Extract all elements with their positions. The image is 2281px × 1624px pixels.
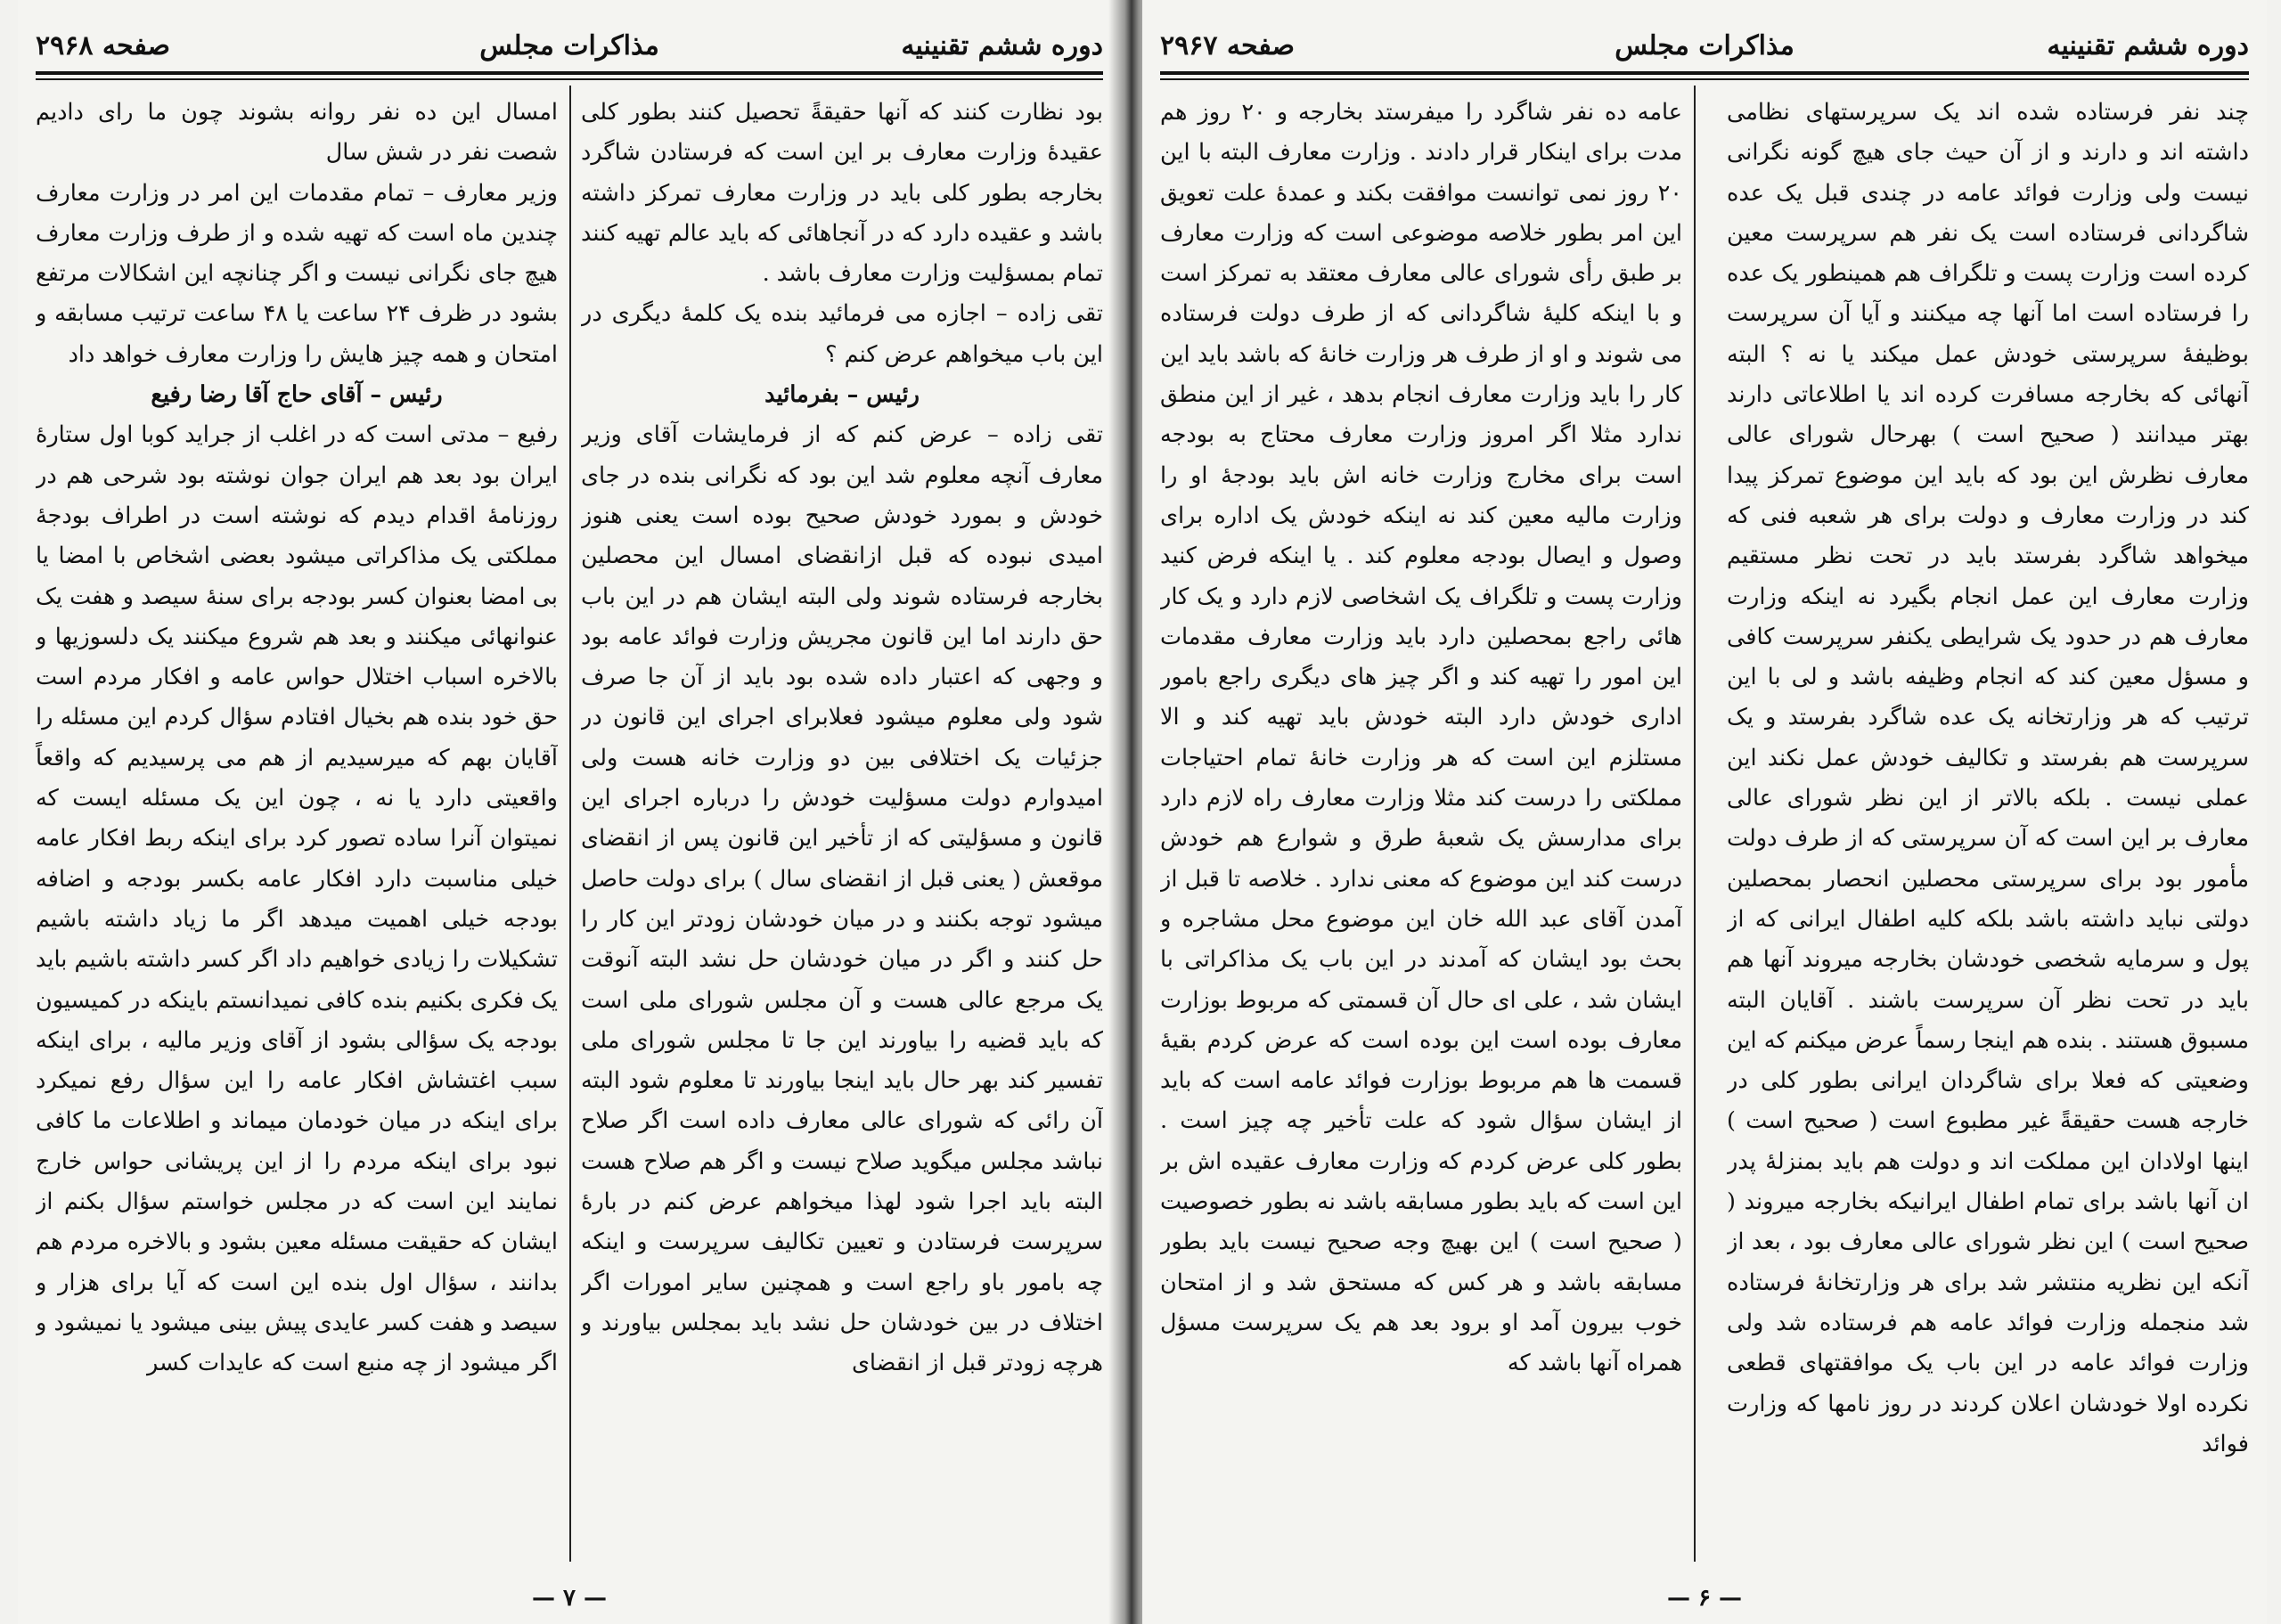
paragraph: بود نظارت کنند که آنها حقیقةً تحصیل کنند بطور کلی عقیدهٔ وزارت معارف بر این است که فرستادن شاگرد بخارجه بطور کلی باید در وزارت معارف تمرکز داشته باشد و عقیده دارد که در آنجاهائی که باید عالم تهیه کنند تمام بمسؤلیت وزارت معارف باشد .: [581, 99, 1103, 288]
paragraph: رفیع – مدتی است که در اغلب از جراید کوبا اول ستارهٔ ایران بود بعد هم ایران جوان نوشته بود شرحی هم در روزنامهٔ اقدام دیدم که نوشته است در اطراف بودجهٔ مملکتی یک مذاکراتی میشود بعضی اشخاص با امضا یا بی امضا بعنوان کسر بودجه برای سنهٔ سیصد و هفت یک عنوانهائی میکنند و بعد هم شروع میکنند یک دلسوزیها و بالاخره اسباب اختلال حواس عامه و افکار مردم است حق خود بنده هم بخیال افتادم سؤال کردم این مسئله را آقایان بهم که میرسیدیم از هم می پرسیدیم که واقعاً واقعیتی دارد یا نه ، چون این یک مسئله ایست که نمیتوان آنرا ساده تصور کرد برای اینکه ربط افکار عامه خیلی مناسبت دارد افکار عامه بکسر بودجه و اضافه بودجه خیلی اهمیت میدهد اگر ما زیاد داشته باشیم تشکیلات را زیادی خواهیم داد اگر کسر داشته باشیم باید یک فکری بکنیم بنده کافی نمیدانستم باینکه در کمیسیون بودجه یک سؤالی بشود از آقای وزیر مالیه ، برای اینکه سبب اغتشاش افکار عامه را این سؤال رفع نمیکرد برای اینکه در میان خودمان میماند و اطلاعات ما کافی نبود برای اینکه مردم را از این پریشانی حواس خارج نمایند این است که در مجلس خواستم سؤال بکنم از ایشان که حقیقت مسئله معین بشود و بالاخره مردم هم بدانند ، سؤال اول بنده این است که آیا برای هزار و سیصد و هفت کسر عایدی پیش بینی میشود یا نمیشود و اگر میشود از چه منبع است که عایدات کسر: [36, 421, 558, 1377]
header-rule: [36, 71, 1103, 75]
header-rule-thin: [1160, 78, 2249, 80]
paragraph: تقی زاده – عرض کنم که از فرمایشات آقای وزیر معارف آنچه معلوم شد این بود که نگرانی بنده در جای خودش و بمورد خودش صحیح بوده است یعنی هنوز امیدی نبوده که قبل ازانقضای امسال این محصلین بخارجه فرستاده شوند ولی البته ایشان هم در این باب حق دارند اما این قانون مجریش وزارت فوائد عامه بود و وجهی که اعتبار داده شده بود باید از آن جا صرف شود ولی معلوم میشود فعلابرای اجرای این قانون در جزئیات یک اختلافی بین دو وزارت خانه هست ولی امیدوارم دولت مسؤلیت خودش را درباره اجرای این قانون و مسؤلیتی که از تأخیر این قانون پس از انقضای موقعش ( یعنی قبل از انقضای سال ) برای دولت حاصل میشود توجه بکنند و در میان خودشان زودتر این کار را حل کنند و اگر در میان خودشان حل نشد البته آنوقت یک مرجع عالی هست و آن مجلس شورای ملی است که باید قضیه را بیاورند این جا تا مجلس شورای ملی تفسیر کند بهر حال باید اینجا بیاورند تا معلوم شود البته آن رائی که شورای عالی معارف داده است اگر صلاح نباشد مجلس میگوید صلاح نیست و اگر هم صلاح هست البته باید اجرا شود لهذا میخواهم عرض کنم در بارهٔ سرپرست فرستادن و تعیین تکالیف سرپرست و اینکه چه بامور باو راجع است و همچنین سایر امورات اگر اختلاف در بین خودشان حل نشد باید بمجلس بیاورند و هرچه زودتر قبل از انقضای: [581, 421, 1103, 1377]
page-number: صفحه ۲۹۶۷: [1160, 30, 1295, 61]
column-divider: [569, 86, 571, 1562]
running-title: مذاکرات مجلس: [479, 30, 659, 61]
paragraph: عامه ده نفر شاگرد را میفرستد بخارجه و ۲۰ روز هم مدت برای اینکار قرار دادند . وزارت معارف البته با این ۲۰ روز نمی توانست موافقت بکند و عمدهٔ علت تعویق این امر بطور خلاصه موضوعی است که وزارت معارف بر طبق رأی شورای عالی معارف معتقد به تمرکز است و با اینکه کلیهٔ شاگردانی که از طرف دولت فرستاده می شوند و او از طرف هر وزارت خانهٔ که باشد باید این کار را باید وزارت معارف انجام بدهد ، غیر از این منطق ندارد مثلا اگر امروز وزارت معارف محتاج به بودجه است برای مخارج وزارت خانه اش باید بودجهٔ او را وزارت مالیه معین کند نه اینکه خودش یک اداره برای وصول و ایصال بودجه معلوم کند . یا اینکه فرض کنید وزارت پست و تلگراف یک اشخاصی لازم دارد و یک کار هائی راجع بمحصلین دارد باید وزارت معارف مقدمات این امور را تهیه کند و اگر چیز های دیگری راجع بامور اداری خودش دارد البته خودش باید تهیه کند و الا مستلزم این است که هر وزارت خانهٔ تمام احتیاجات مملکتی را درست کند مثلا وزارت معارف راه لازم دارد برای مدارسش یک شعبهٔ طرق و شوارع هم خودش درست کند این موضوع که معنی ندارد . خلاصه تا قبل از آمدن آقای عبد الله خان این موضوع محل مشاجره و بحث بود ایشان که آمدند در این باب یک مذاکراتی با ایشان شد ، علی ای حال آن قسمتی که مربوط بوزارت معارف بوده است این بوده است که عرض کردم بقیهٔ قسمت ها هم مربوط بوزارت فوائد عامه است که باید از ایشان سؤال شود که علت تأخیر چه چیز است . بطور کلی عرض کردم که وزارت معارف عقیده اش بر این است که باید بطور مسابقه باشد نه بطور خصوصیت ( صحیح است ) این بهیچ وجه صحیح نیست باید بطور مسابقه باشد و هر کس که مستحق شد و از امتحان خوب بیرون آمد او برود بعد هم یک سرپرست مسؤل همراه آنها باشد که: [1160, 99, 1682, 1377]
text-column-left: [1160, 93, 1682, 1567]
page-header: [1160, 27, 2249, 71]
text-column-right: [581, 93, 1103, 1567]
paragraph: امسال این ده نفر روانه بشوند چون ما رای دادیم شصت نفر در شش سال: [36, 99, 558, 167]
folio-number: — ۷ —: [531, 1585, 608, 1612]
page-header: [36, 27, 1103, 71]
page-number: صفحه ۲۹۶۸: [36, 30, 170, 61]
page-2967: [1142, 0, 2267, 1624]
column-divider: [1694, 86, 1696, 1562]
paragraph: چند نفر فرستاده شده اند یک سرپرستهای نظامی داشته اند و دارند و از آن حیث جای هیچ گونه نگرانی نیست ولی وزارت فوائد عامه در چندی قبل یک عده شاگردانی فرستاده است یک نفر هم سرپرست معین کرده است وزارت پست و تلگراف هم همینطور یک عده را فرستاده است اما آنها چه میکنند و آیا آن سرپرست بوظیفهٔ سرپرستی خودش عمل میکند یا نه ؟ البته آنهائی که بخارجه مسافرت کرده اند یا اطلاعاتی دارند بهتر میدانند ( صحیح است ) بهرحال شورای عالی معارف نظرش این بود که باید این موضوع تمرکز پیدا کند در وزارت معارف و دولت برای هر شعبه فنی که میخواهد شاگرد بفرستد باید در تحت نظر مستقیم وزارت معارف این عمل انجام بگیرد نه اینکه وزارت معارف هم در حدود یک شرایطی یکنفر سرپرست کافی و مسؤل معین کند که انجام وظیفه باشد و لی با این ترتیب که هر وزارتخانه یک عده شاگرد بفرستد و یک سرپرست هم بفرستد و تکالیف خودش عمل نکند این عملی نیست . بلکه بالاتر از این نظر شورای عالی معارف بر این است که آن سرپرستی که از طرف دولت مأمور بود برای سرپرستی محصلین انحصار بمحصلین دولتی نباید داشته باشد بلکه کلیه اطفال ایرانی که از پول و سرمایه شخصی خودشان بخارجه میروند آنها هم باید در تحت نظر آن سرپرست باشند . آقایان البته مسبوق هستند . بنده هم اینجا رسماً عرض میکنم که این وضعیتی که فعلا برای شاگردان ایرانی بطور کلی در خارجه هست حقیقةً غیر مطبوع است ( صحیح است ) اینها اولادان این مملکت اند و دولت هم باید بمنزلهٔ پدر ان آنها باشد برای تمام اطفال ایرانیکه بخارجه میروند ( صحیح است ) این نظر شورای عالی معارف بود ، بعد از آنکه این نظریه منتشر شد برای هر وزارتخانهٔ فرستاده شد منجمله وزارت فوائد عامه هم فرستاده شد ولی وزارت فوائد عامه در این باب یک موافقتهای قطعی نکرده اولا خودشان اعلان کردند در روز نامها که وزارت فوائد: [1727, 99, 2249, 1457]
page-2968: [18, 0, 1121, 1624]
text-column-right: [1727, 93, 2249, 1567]
paragraph: تقی زاده – اجازه می فرمائید بنده یک کلمهٔ دیگری در این باب میخواهم عرض کنم ؟: [581, 300, 1103, 368]
speaker-line: رئیس – آقای حاج آقا رضا رفیع: [151, 381, 443, 409]
paragraph: وزیر معارف – تمام مقدمات این امر در وزارت معارف چندین ماه است که تهیه شده و از طرف وزارت معارف هیچ جای نگرانی نیست و اگر چنانچه این اشکالات مرتفع بشود در ظرف ۲۴ ساعت یا ۴۸ ساعت ترتیب مسابقه و امتحان و همه چیز هایش را وزارت معارف خواهد داد: [36, 179, 558, 368]
speaker-line: رئیس – بفرمائید: [764, 381, 920, 409]
session-label: دوره ششم تقنینیه: [901, 30, 1103, 61]
header-rule: [1160, 71, 2249, 75]
text-column-left: [36, 93, 558, 1567]
folio-number: — ۶ —: [1666, 1585, 1743, 1612]
header-rule-thin: [36, 78, 1103, 80]
running-title: مذاکرات مجلس: [1615, 30, 1795, 61]
session-label: دوره ششم تقنینیه: [2047, 30, 2249, 61]
